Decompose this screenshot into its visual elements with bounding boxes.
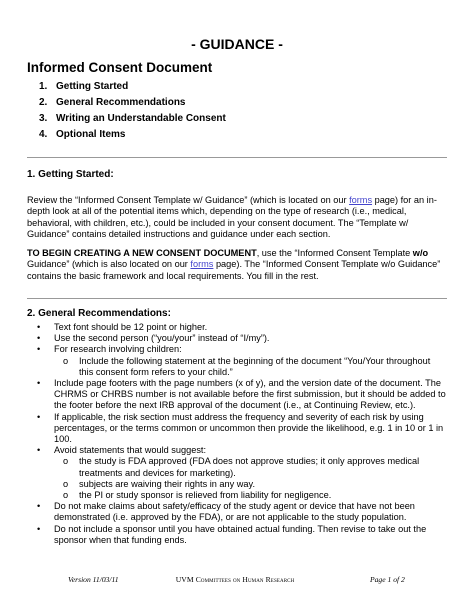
circle-bullet-icon: o [63,355,69,366]
footer-committee: UVM Committees on Human Research [175,575,295,584]
footer-page-number: Page 1 of 2 [370,575,405,584]
list-item: • Do not make claims about safety/efficacy of the study agent or device that have not been demonstrated (i.e. approved by the FDA), or are not applicable to the study population. [37,501,415,523]
bullet-icon: • [37,411,41,422]
list-item: • Avoid statements that would suggest: o the study is FDA approved (FDA does not approve studies; it only approves medical treatments and devices for marketing). o subjects are waiving their rights in any way. o the PI or study sponsor is relieved from liability for negligence. [27,445,447,501]
list-item: • For research involving children: o Include the following statement at the beginning of the document “You/Your throughout this consent form refers to your child.” [27,344,447,378]
list-item: • If applicable, the risk section must address the frequency and severity of each risk by using percentages, or the terms common or uncommon then provide the likelihood, e.g. 1 in 10 or 1 in 100. [37,411,444,445]
toc-item: 4. Optional Items [39,129,126,140]
toc-item: 3. Writing an Understandable Consent [39,113,226,124]
document-title: Informed Consent Document [27,60,213,75]
page-title: - GUIDANCE - [191,36,283,52]
section-heading-getting-started: 1. Getting Started: [27,169,114,180]
section-heading-general-recommendations: 2. General Recommendations: [27,308,171,319]
list-item: • Include page footers with the page numbers (x of y), and the version date of the document. The CHRMS or CHRBS number is not available before the first submission, but it should be added to the footer before the next IRB approval of the document (i.e., at Continuing Review, etc.). [37,378,446,411]
bullet-icon: • [37,344,41,355]
bullet-icon: • [37,333,41,344]
toc-item: 1. Getting Started [39,81,129,92]
begin-paragraph: TO BEGIN CREATING A NEW CONSENT DOCUMENT, use the “Informed Consent Template w/o Guidance” (which is also located on our forms page). The “Informed Consent Template w/o Guidance” contains the basic framework and local requirements. You fill in the rest. [27,248,441,281]
forms-link[interactable]: forms [349,195,373,205]
sub-list [54,456,447,501]
sub-list-item: o subjects are waiving their rights in any way. [63,478,256,489]
circle-bullet-icon: o [63,490,69,501]
footer-version: Version 11/03/11 [68,575,119,584]
table-of-contents [27,80,226,144]
list-item: • Text font should be 12 point or higher. [37,322,208,332]
bullet-icon: • [37,501,41,512]
recommendations-list [27,322,447,546]
section-divider [27,298,447,299]
sub-list [54,356,447,378]
sub-list-item: o the PI or study sponsor is relieved from liability for negligence. [63,490,332,501]
bullet-icon: • [37,445,41,456]
section-divider [27,157,447,158]
list-item: • Do not include a sponsor until you have obtained actual funding. Then revise to take out the sponsor when that funding ends. [37,523,427,545]
bullet-icon: • [37,322,41,332]
bullet-icon: • [37,378,41,389]
toc-item: 2. General Recommendations [39,97,186,108]
sub-list-item: o the study is FDA approved (FDA does not approve studies; it only approves medical treatments and devices for marketing). [63,456,420,478]
circle-bullet-icon: o [63,478,69,489]
circle-bullet-icon: o [63,456,69,467]
getting-started-paragraph: Review the “Informed Consent Template w/ Guidance” (which is located on our forms page) for an in-depth look at all of the potential items which, depending on the type of research (i.e., medical, behavioral, with children, etc.), could be included in your consent document. The “Template w/ Guidance” contains detailed instructions and guidance under each section. [27,195,437,239]
list-item: • Use the second person (“you/your” instead of “I/my”). [37,333,270,344]
bullet-icon: • [37,523,41,534]
sub-list-item: o Include the following statement at the beginning of the document “You/Your throughout this consent form refers to your child.” [63,355,431,377]
forms-link[interactable]: forms [190,259,214,270]
